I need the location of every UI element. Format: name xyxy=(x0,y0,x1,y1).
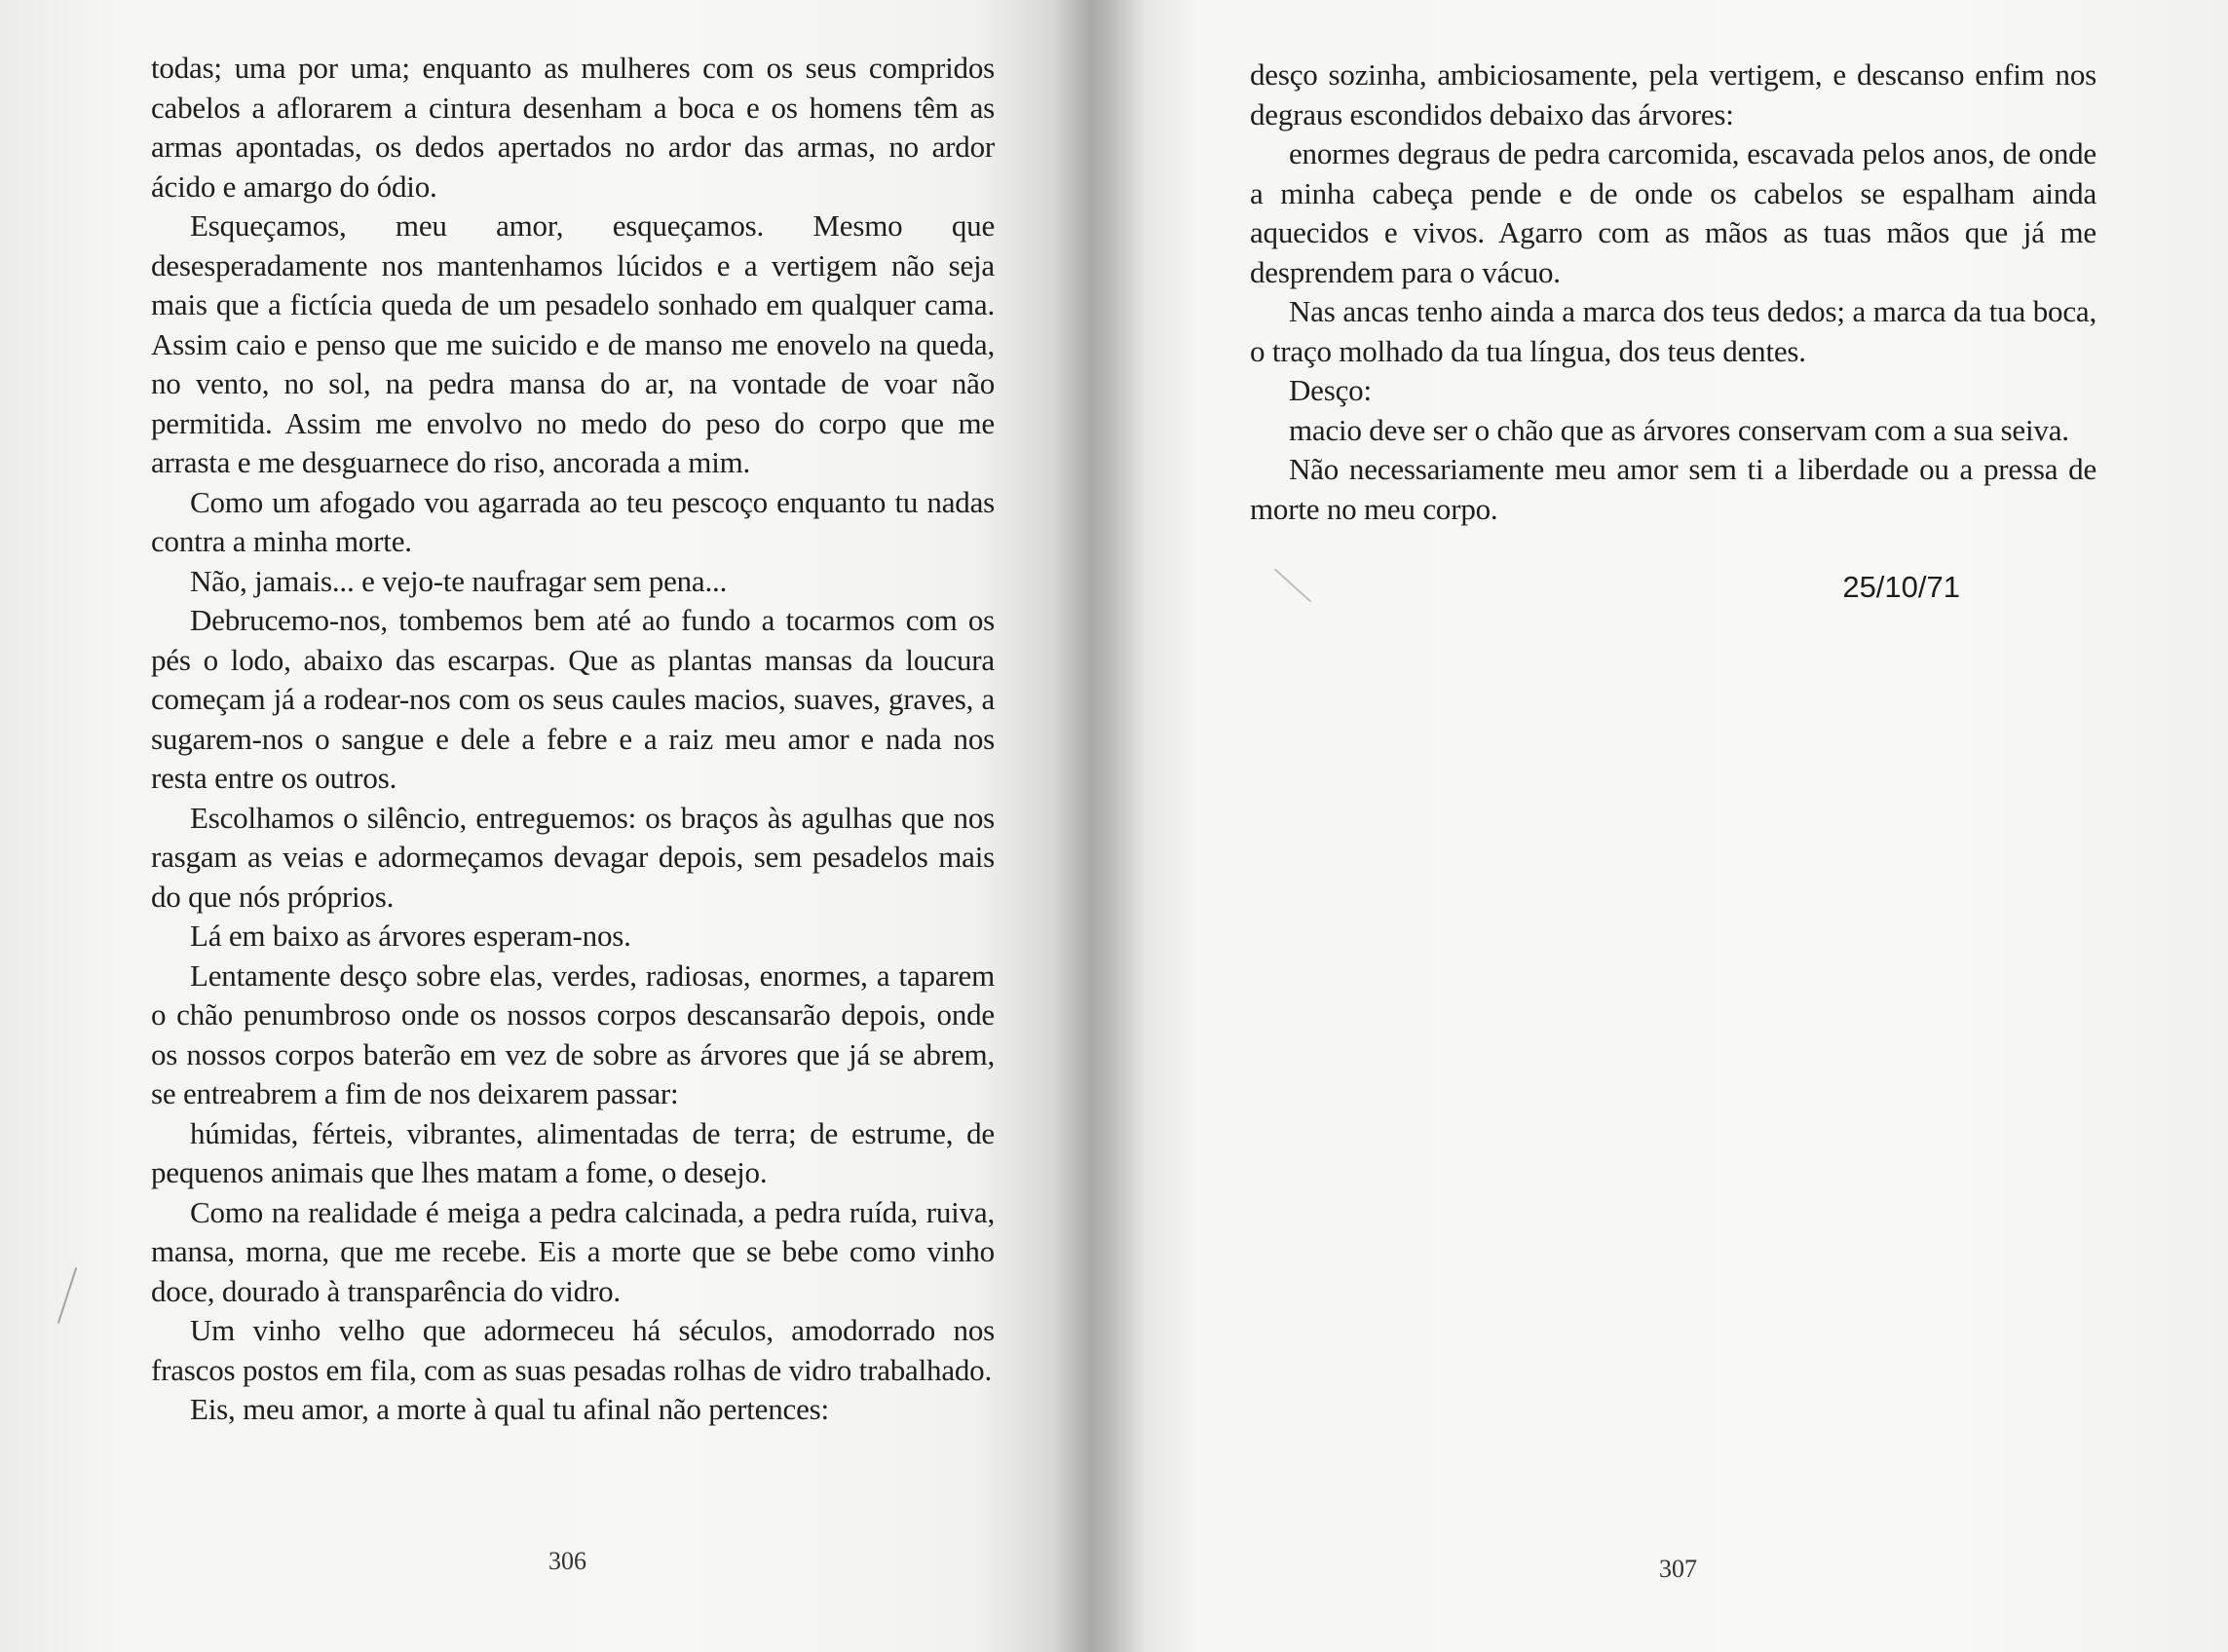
paragraph: macio deve ser o chão que as árvores conservam com a sua seiva. xyxy=(1289,412,2069,447)
right-page xyxy=(1111,0,2228,1652)
paragraph: Desço: xyxy=(1289,373,1372,407)
right-page-text xyxy=(1250,56,2096,529)
paragraph: todas; uma por uma; enquanto as mulheres com os seus compridos cabelos a aflorarem a cintura desenham a boca e os homens têm as armas apontadas, os dedos apertados no ardor das armas, no ardor ácido e amargo do ódio. xyxy=(151,51,995,204)
paragraph: Debrucemo-nos, tombemos bem até ao fundo a tocarmos com os pés o lodo, abaixo das escarpas. Que as plantas mansas da loucura começam já a rodear-nos com os seus caules macios, suaves, graves, a sugarem-nos o sangue e dele a febre e a raiz meu amor e nada nos resta entre os outros. xyxy=(151,603,995,795)
paragraph: Como um afogado vou agarrada ao teu pescoço enquanto tu nadas contra a minha morte. xyxy=(151,484,995,558)
left-page xyxy=(0,0,1111,1652)
page-number-left: 306 xyxy=(548,1547,586,1575)
paragraph: Um vinho velho que adormeceu há séculos, amodorrado nos frascos postos em fila, com as suas pesadas rolhas de vidro trabalhado. xyxy=(151,1313,995,1387)
poem-date: 25/10/71 xyxy=(1842,570,1960,604)
paragraph: húmidas, férteis, vibrantes, alimentadas de terra; de estrume, de pequenos animais que lhes matam a fome, o desejo. xyxy=(151,1115,995,1189)
page-number-right: 307 xyxy=(1659,1555,1697,1583)
paragraph: Nas ancas tenho ainda a marca dos teus dedos; a marca da tua boca, o traço molhado da tua língua, dos teus dentes. xyxy=(1250,294,2096,368)
paragraph: Não necessariamente meu amor sem ti a liberdade ou a pressa de morte no meu corpo. xyxy=(1250,452,2096,526)
paragraph: desço sozinha, ambiciosamente, pela vertigem, e descanso enfim nos degraus escondidos debaixo das árvores: xyxy=(1250,57,2096,131)
left-page-text xyxy=(151,49,995,1430)
pencil-mark xyxy=(57,1267,77,1324)
paragraph: Não, jamais... e vejo-te naufragar sem pena... xyxy=(190,563,728,598)
paragraph: Lá em baixo as árvores esperam-nos. xyxy=(190,919,631,953)
paragraph: Esqueçamos, meu amor, esqueçamos. Mesmo que desesperadamente nos mantenhamos lúcidos e a vertigem não seja mais que a fictícia queda de um pesadelo sonhado em qualquer cama. Assim caio e penso que me suicido e de manso me enovelo na queda, no vento, no sol, na pedra mansa do ar, na vontade de voar não permitida. Assim me envolvo no medo do peso do corpo que me arrasta e me desguarnece do riso, ancorada a mim. xyxy=(151,208,995,479)
paragraph: Escolhamos o silêncio, entreguemos: os braços às agulhas que nos rasgam as veias e adormeçamos devagar depois, sem pesadelos mais do que nós próprios. xyxy=(151,800,995,914)
paragraph: Como na realidade é meiga a pedra calcinada, a pedra ruída, ruiva, mansa, morna, que me recebe. Eis a morte que se bebe como vinho doce, dourado à transparência do vidro. xyxy=(151,1194,995,1308)
paragraph: Lentamente desço sobre elas, verdes, radiosas, enormes, a taparem o chão penumbroso onde os nossos corpos descansarão depois, onde os nossos corpos baterão em vez de sobre as árvores que já se abrem, se entreabrem a fim de nos deixarem passar: xyxy=(151,957,995,1110)
paragraph: Eis, meu amor, a morte à qual tu afinal não pertences: xyxy=(190,1392,829,1426)
paragraph: enormes degraus de pedra carcomida, escavada pelos anos, de onde a minha cabeça pende e de onde os cabelos se espalham ainda aquecidos e vivos. Agarro com as mãos as tuas mãos que já me desprendem para o vácuo. xyxy=(1250,136,2096,289)
